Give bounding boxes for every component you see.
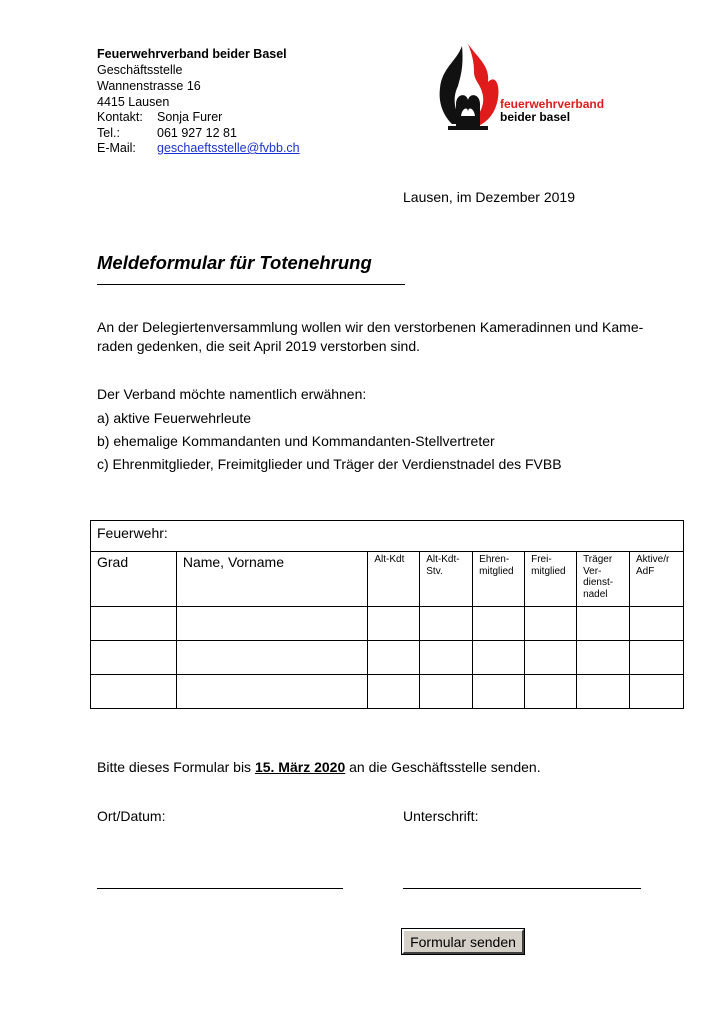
header-freimitglied: Frei- mitglied (525, 552, 577, 607)
contact-name: Sonja Furer (157, 110, 223, 124)
sender-address (97, 46, 287, 110)
tel-label: Tel.: (97, 125, 120, 140)
header-ehrenmitglied: Ehren- mitglied (473, 552, 525, 607)
sender-org: Feuerwehrverband beider Basel (97, 47, 287, 61)
header-aktive-adf: Aktive/r AdF (630, 552, 684, 607)
input-cell[interactable] (420, 607, 473, 641)
input-cell[interactable] (577, 641, 630, 675)
contact-block (97, 110, 300, 157)
input-cell[interactable] (630, 675, 684, 709)
input-cell[interactable] (473, 607, 525, 641)
input-cell[interactable] (420, 675, 473, 709)
input-cell[interactable] (525, 607, 577, 641)
flame-emblem-icon (434, 42, 504, 132)
deadline-note (97, 759, 541, 775)
header-verdienstnadel: Träger Ver- dienst- nadel (577, 552, 630, 607)
header-alt-kdt-stv: Alt-Kdt- Stv. (420, 552, 473, 607)
report-table (90, 520, 684, 709)
input-cell[interactable] (91, 675, 177, 709)
deadline-before: Bitte dieses Formular bis (97, 759, 255, 775)
contact-label: Kontakt: (97, 110, 143, 124)
feuerwehr-cell[interactable] (91, 521, 684, 552)
input-cell[interactable] (176, 641, 368, 675)
input-cell[interactable] (368, 641, 420, 675)
feuerwehr-label: Feuerwehr: (97, 525, 168, 541)
header-alt-kdt: Alt-Kdt (368, 552, 420, 607)
sender-dept: Geschäftsstelle (97, 63, 183, 77)
input-cell[interactable] (525, 675, 577, 709)
ort-datum-line[interactable] (97, 888, 343, 889)
email-link[interactable]: geschaeftsstelle@fvbb.ch (157, 141, 300, 155)
mention-item-a: a) aktive Feuerwehrleute (97, 410, 252, 426)
input-cell[interactable] (176, 607, 368, 641)
input-cell[interactable] (368, 675, 420, 709)
unterschrift-label: Unterschrift: (403, 808, 479, 824)
logo-wordmark (500, 98, 604, 124)
input-cell[interactable] (525, 641, 577, 675)
deadline-date: 15. März 2020 (254, 759, 346, 775)
page-title: Meldeformular für Totenehrung (97, 252, 372, 273)
submit-form-button[interactable]: Formular senden (402, 929, 524, 954)
input-cell[interactable] (577, 675, 630, 709)
sender-city: 4415 Lausen (97, 95, 170, 109)
input-cell[interactable] (91, 607, 177, 641)
input-cell[interactable] (473, 675, 525, 709)
input-cell[interactable] (630, 641, 684, 675)
input-cell[interactable] (630, 607, 684, 641)
sender-street: Wannenstrasse 16 (97, 79, 201, 93)
header-grad: Grad (91, 552, 177, 607)
input-cell[interactable] (368, 607, 420, 641)
table-row (91, 641, 684, 675)
ort-datum-label: Ort/Datum: (97, 808, 166, 824)
input-cell[interactable] (420, 641, 473, 675)
logo-line-2: beider basel (500, 110, 571, 124)
signature-line[interactable] (403, 888, 641, 889)
tel-value: 061 927 12 81 (157, 125, 237, 140)
deadline-after: an die Geschäftsstelle senden. (345, 759, 541, 775)
table-row (91, 607, 684, 641)
mention-section (97, 383, 562, 476)
letter-date: Lausen, im Dezember 2019 (403, 189, 575, 205)
table-row (91, 675, 684, 709)
fvbb-logo (434, 42, 614, 132)
email-label: E-Mail: (97, 141, 136, 155)
mention-item-c: c) Ehrenmitglieder, Freimitglieder und Träger der Verdienstnadel des FVBB (97, 456, 562, 472)
input-cell[interactable] (176, 675, 368, 709)
mention-heading: Der Verband möchte namentlich erwähnen: (97, 386, 367, 402)
intro-paragraph: An der Delegiertenversammlung wollen wir den verstorbenen Kameradinnen und Kame- raden gedenken, die seit April 2019 verstorben sind. (97, 319, 644, 354)
input-cell[interactable] (91, 641, 177, 675)
logo-line-1: feuerwehrverband (500, 97, 605, 111)
input-cell[interactable] (473, 641, 525, 675)
input-cell[interactable] (577, 607, 630, 641)
mention-item-b: b) ehemalige Kommandanten und Kommandanten-Stellvertreter (97, 433, 495, 449)
title-underline (97, 284, 405, 285)
header-name: Name, Vorname (176, 552, 368, 607)
